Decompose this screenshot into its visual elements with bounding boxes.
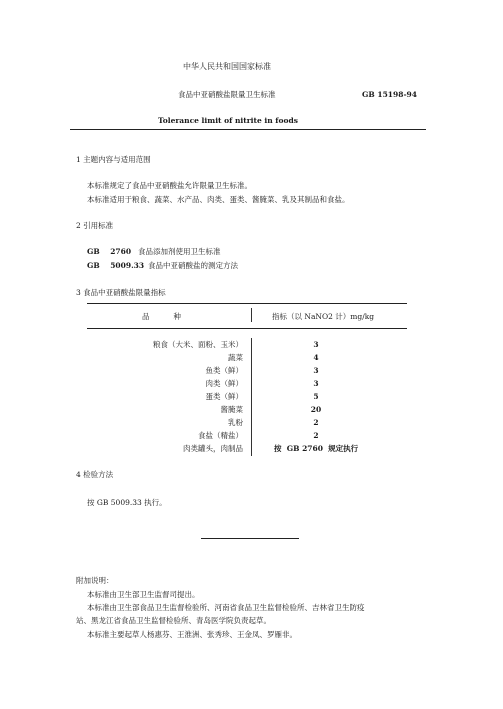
- table-top-rule: [87, 303, 407, 304]
- section-1-heading: 1 主题内容与适用范围: [76, 155, 151, 164]
- appendix-line-2: 本标准由卫生部食品卫生监督检验所、河南省食品卫生监督检验所、吉林省卫生防疫: [87, 603, 365, 612]
- section-2-heading: 2 引用标准: [76, 221, 114, 230]
- table-cell-value: 2: [313, 418, 319, 427]
- table-column-divider: [251, 338, 252, 456]
- table-cell-value: 5: [313, 392, 319, 401]
- table-cell-value: 20: [310, 405, 322, 414]
- table-cell-food: 蔬菜: [228, 353, 243, 362]
- table-cell-value: 按 GB 2760 规定执行: [274, 444, 359, 453]
- appendix-line-3: 站、黑龙江省食品卫生监督检验所、青岛医学院负责起草。: [76, 616, 271, 625]
- table-header-limit: 指标（以 NaNO2 计）mg/kg: [272, 312, 375, 321]
- section-4-paragraph-1: 按 GB 5009.33 执行。: [87, 498, 167, 507]
- table-cell-value: 3: [313, 379, 319, 388]
- issuer-line: 中华人民共和国国家标准: [183, 62, 271, 71]
- section-4-heading: 4 检验方法: [76, 470, 114, 479]
- table-cell-food: 肉类（鲜）: [205, 379, 243, 388]
- section-3-heading: 3 食品中亚硝酸盐限量指标: [76, 288, 166, 297]
- section-1-paragraph-2: 本标准适用于粮食、蔬菜、水产品、肉类、蛋类、酱腌菜、乳及其制品和食盐。: [87, 195, 350, 204]
- standard-title-cn: 食品中亚硝酸盐限量卫生标准: [178, 90, 276, 99]
- table-cell-food: 酱腌菜: [220, 405, 243, 414]
- standard-title-en: Tolerance limit of nitrite in foods: [158, 116, 298, 125]
- reference-code-2: GB 5009.33: [87, 261, 145, 270]
- table-cell-food: 粮食（大米、面粉、玉米）: [153, 340, 243, 349]
- standard-number: GB 15198-94: [362, 90, 417, 99]
- appendix-heading: 附加说明：: [76, 576, 114, 585]
- reference-title-2: 食品中亚硝酸盐的测定方法: [148, 261, 238, 270]
- table-cell-value: 2: [313, 431, 319, 440]
- section-1-paragraph-1: 本标准规定了食品中亚硝酸盐允许限量卫生标准。: [87, 181, 252, 190]
- table-cell-food: 乳粉: [228, 418, 243, 427]
- table-cell-value: 3: [313, 340, 319, 349]
- table-cell-food: 食盐（精盐）: [198, 431, 243, 440]
- table-cell-value: 4: [313, 353, 319, 362]
- reference-code-1: GB 2760: [87, 247, 132, 256]
- table-header-food: 品 种: [142, 312, 181, 321]
- appendix-line-4: 本标准主要起草人杨惠芬、王淮洲、张秀珍、王金凤、罗雁非。: [87, 630, 297, 639]
- table-cell-value: 3: [313, 366, 319, 375]
- table-cell-food: 鱼类（鲜）: [205, 366, 243, 375]
- header-rule: [70, 129, 426, 130]
- table-header-divider: [251, 308, 252, 322]
- reference-title-1: 食品添加剂使用卫生标准: [138, 247, 221, 256]
- appendix-line-1: 本标准由卫生部卫生监督司提出。: [87, 590, 200, 599]
- table-cell-food: 肉类罐头，肉制品: [183, 444, 243, 453]
- table-header-rule: [87, 328, 407, 329]
- table-cell-food: 蛋类（鲜）: [205, 392, 243, 401]
- section-end-rule: [201, 538, 299, 539]
